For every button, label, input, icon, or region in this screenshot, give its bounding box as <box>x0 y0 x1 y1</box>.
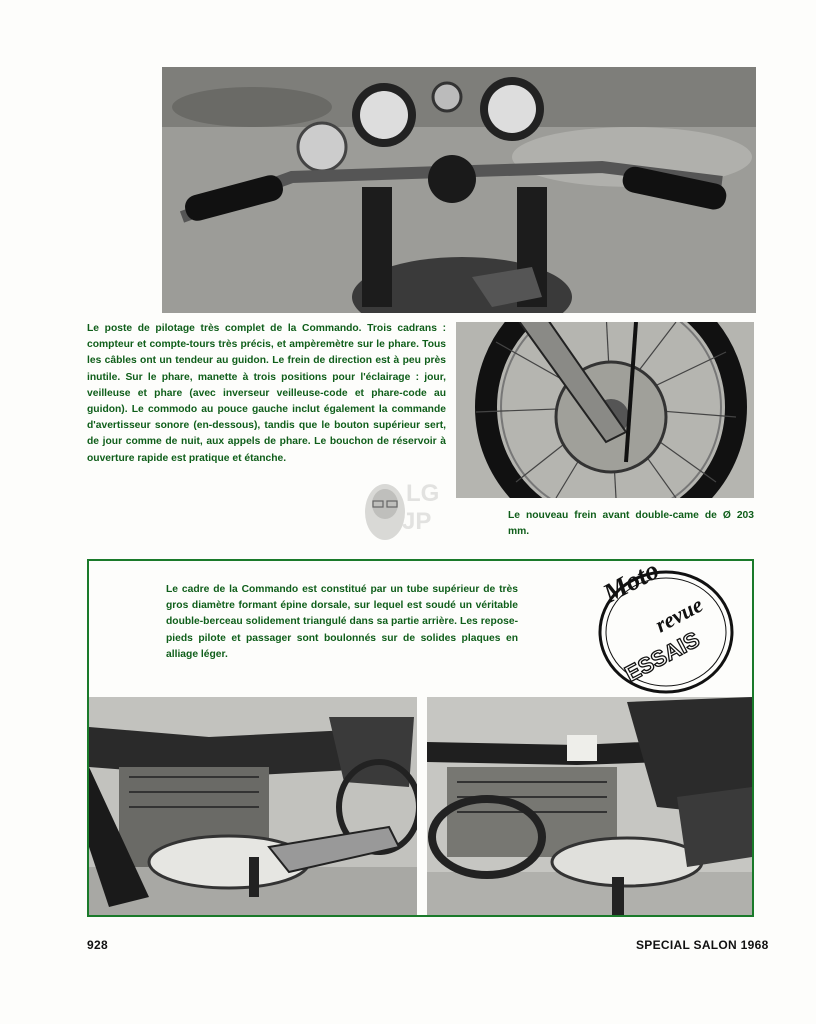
watermark-lgjp <box>360 478 455 546</box>
photo-frame-right <box>427 697 752 915</box>
caption-front-brake: Le nouveau frein avant double-came de Ø 203 mm. <box>508 510 754 538</box>
photo-frame-left <box>89 697 417 915</box>
photo-front-brake <box>456 322 754 498</box>
photo-handlebar <box>162 67 756 313</box>
logo-moto: Moto <box>598 554 664 609</box>
caption-frame: Le cadre de la Commando est constitué par un tube supérieur de très gros diamètre formant épine dorsale, sur lequel est soudé un véritable double-berceau solidement triangulé dans sa partie arrière. Les repose-pieds pilote et passager sont boulonnés sur de solides plaques en alliage léger. <box>166 584 518 660</box>
watermark-text-top: LG <box>406 480 440 507</box>
watermark-text-bottom: JP <box>402 508 432 535</box>
logo-essais: ESSAIS <box>620 626 704 687</box>
logo-revue: revue <box>650 591 707 638</box>
moto-revue-essais-logo <box>594 554 734 696</box>
page-number: 928 <box>87 938 108 952</box>
issue-label: SPECIAL SALON 1968 <box>636 938 769 952</box>
caption-controls: Le poste de pilotage très complet de la Commando. Trois cadrans : compteur et compte-tours très précis, et ampèremètre sur le phare. Tous les câbles ont un tendeur au guidon. Le frein de direction est à peu près inutile. Sur le phare, manette à trois positions pour l'éclairage : jour, veilleuse et phare (avec inverseur veilleuse-code et phare-code au guidon). Le commodo au pouce gauche inclut également la commande d'avertisseur sonore (en-dessous), tandis que le bouton supérieur sert, de jour comme de nuit, aux appels de phare. Le bouchon de réservoir à ouverture rapide est pratique et étanche. <box>87 323 446 464</box>
